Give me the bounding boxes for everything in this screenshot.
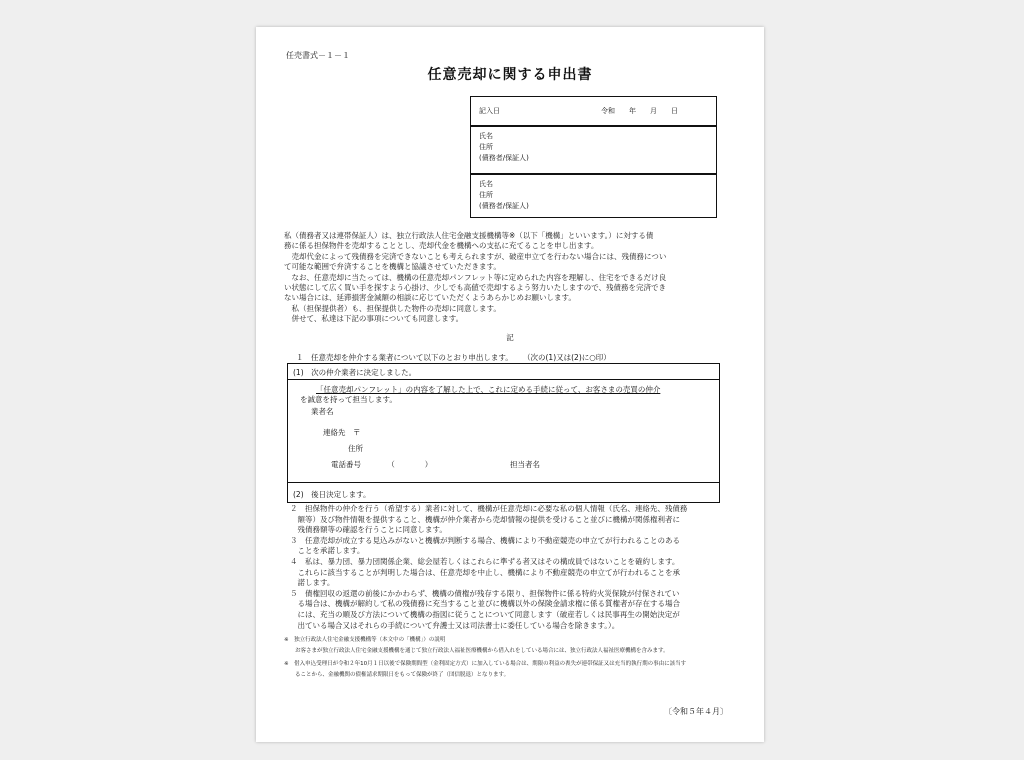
party-a-name-label: 氏名 [479, 132, 493, 140]
contact-label: 連絡先 〒 [323, 428, 361, 437]
item-1-text: １ 任意売却を仲介する業者について以下のとおり申出します。 [296, 353, 513, 362]
item-1 [296, 352, 611, 363]
option-1-title: (1) 次の仲介業者に決定しました。 [293, 368, 417, 377]
party-a-box [470, 125, 717, 175]
option-2-row [288, 482, 719, 502]
body-line: 併せて、私達は下記の事項についても同意します。 [284, 314, 464, 324]
pamphlet-line-2: を誠意を持って担当します。 [300, 395, 397, 404]
revision-date: 〔令和５年４月〕 [664, 707, 728, 716]
party-b-address-label: 住所 [479, 191, 493, 199]
body-line: ない場合には、延滞損害金減額の相談に応じていただくようあらかじめお願いします。 [284, 293, 576, 303]
note-line: ４ 私は、暴力団、暴力団関係企業、総会屋若しくはこれらに準ずる者又はその構成員ではないことを確約します。 [290, 556, 680, 566]
party-a-tag: (債務者/保証人) [479, 154, 529, 162]
note-line: 残債務額等の確認を行うことに同意します。 [290, 525, 447, 535]
body-line: 私（担保提供者）も、担保提供した物件の売却に同意します。 [284, 303, 501, 313]
party-b-name-label: 氏名 [479, 180, 493, 188]
option-1-row [288, 364, 719, 380]
party-b-tag: (債務者/保証人) [479, 202, 529, 210]
fine-print-2: お客さまが独立行政法人住宅金融支援機構を通じて独立行政法人福祉医療機構から借入れをしている場合には、独立行政法人福祉医療機構を含みます。 [284, 648, 669, 654]
date-fields: 令和 年 月 日 [601, 107, 678, 115]
staff-label: 担当者名 [510, 460, 540, 469]
address-label: 住所 [348, 444, 363, 453]
note-line: これらに該当することが判明した場合は、任意売却を中止し、機構により不動産競売の申立てが行われることを承 [290, 567, 680, 577]
document-title: 任意売却に関する申出書 [427, 67, 593, 83]
broker-selection-box [287, 363, 720, 503]
date-label: 記入日 [479, 107, 500, 115]
company-label: 業者名 [311, 407, 334, 416]
note-line: 諾します。 [290, 578, 335, 588]
note-line: ３ 任意売却が成立する見込みがないと機構が判断する場合、機構により不動産競売の申立てが行われることのある [290, 535, 680, 545]
item-1-note: （次の(1)又は(2)に○印） [526, 353, 611, 362]
fine-print-4: ることから、金融機関の債権請求期限日をもって保険が終了（団信脱退）となります。 [284, 672, 510, 678]
body-line: なお、任意売却に当たっては、機構の任意売却パンフレット等に定められた内容を理解し、住宅をできるだけ良 [284, 272, 667, 282]
body-line: 務に係る担保物件を売却することとし、売却代金を機構への支払に充てることを申し出ます。 [284, 241, 599, 251]
note-line: 額等）及び物件情報を提供すること、機構が仲介業者から売却情報の提供を受けること並びに機構が関係権利者に [290, 514, 680, 524]
note-line: ５ 債権回収の返還の前後にかかわらず、機構の債権が残存する限り、担保物件に係る特約火災保険が付保されてい [290, 588, 680, 598]
note-line: 出ている場合又はそれらの手続について弁護士又は司法書士に委任している場合を除きます。）。 [290, 620, 620, 630]
body-line: て可能な範囲で弁済することを機構と協議させていただきます。 [284, 262, 501, 272]
date-box [470, 96, 717, 127]
fine-print-1: ※ 独立行政法人住宅金融支援機構等（本文中の「機構」）の説明 [284, 637, 446, 643]
note-line: る場合は、機構が解約して私の残債務に充当すること並びに機構以外の保険金請求権に係る質権者が存在する場合 [290, 599, 680, 609]
body-line: 売却代金によって残債務を完済できないことも考えられますが、破産申立てを行わない場合には、残債務につい [284, 251, 667, 261]
fine-print-3: ※ 借入申込受理日が令和２年10月１日以後で保険期間型（金利固定方式）に加入している場合は、期限の利益の喪失が連帯保証又は充当的執行期の事由に該当す [284, 661, 687, 667]
pamphlet-line-1: 「任意売却パンフレット」の内容を了解した上で、これに定める手続に従って、お客さまの売買の仲介 [316, 385, 661, 394]
party-b-box [470, 173, 717, 218]
option-2-title: (2) 後日決定します。 [293, 490, 371, 499]
note-line: ことを承諾します。 [290, 546, 365, 556]
declaration-text [284, 231, 734, 325]
note-line: ２ 担保物件の仲介を行う（希望する）業者に対して、機構が任意売却に必要な私の個人情報（氏名、連絡先、残債務 [290, 504, 688, 513]
ki-heading: 記 [506, 333, 514, 342]
document-page [256, 27, 764, 742]
body-line: い状態にして広く買い手を探すよう心掛け、少しでも高値で売却するよう努力いたしますので、残債務を完済でき [284, 283, 667, 293]
phone-label: 電話番号 （ ） [331, 460, 433, 469]
form-code: 任売書式－１－１ [286, 51, 350, 60]
note-line: には、充当の順及び方法について機構の指図に従うことについて同意します（破産若しくは民事再生の開始決定が [290, 609, 680, 619]
consent-items [290, 504, 730, 631]
body-line: 私（債務者又は連帯保証人）は、独立行政法人住宅金融支援機構等※（以下「機構」といいます。）に対する債 [284, 231, 654, 240]
party-a-address-label: 住所 [479, 143, 493, 151]
